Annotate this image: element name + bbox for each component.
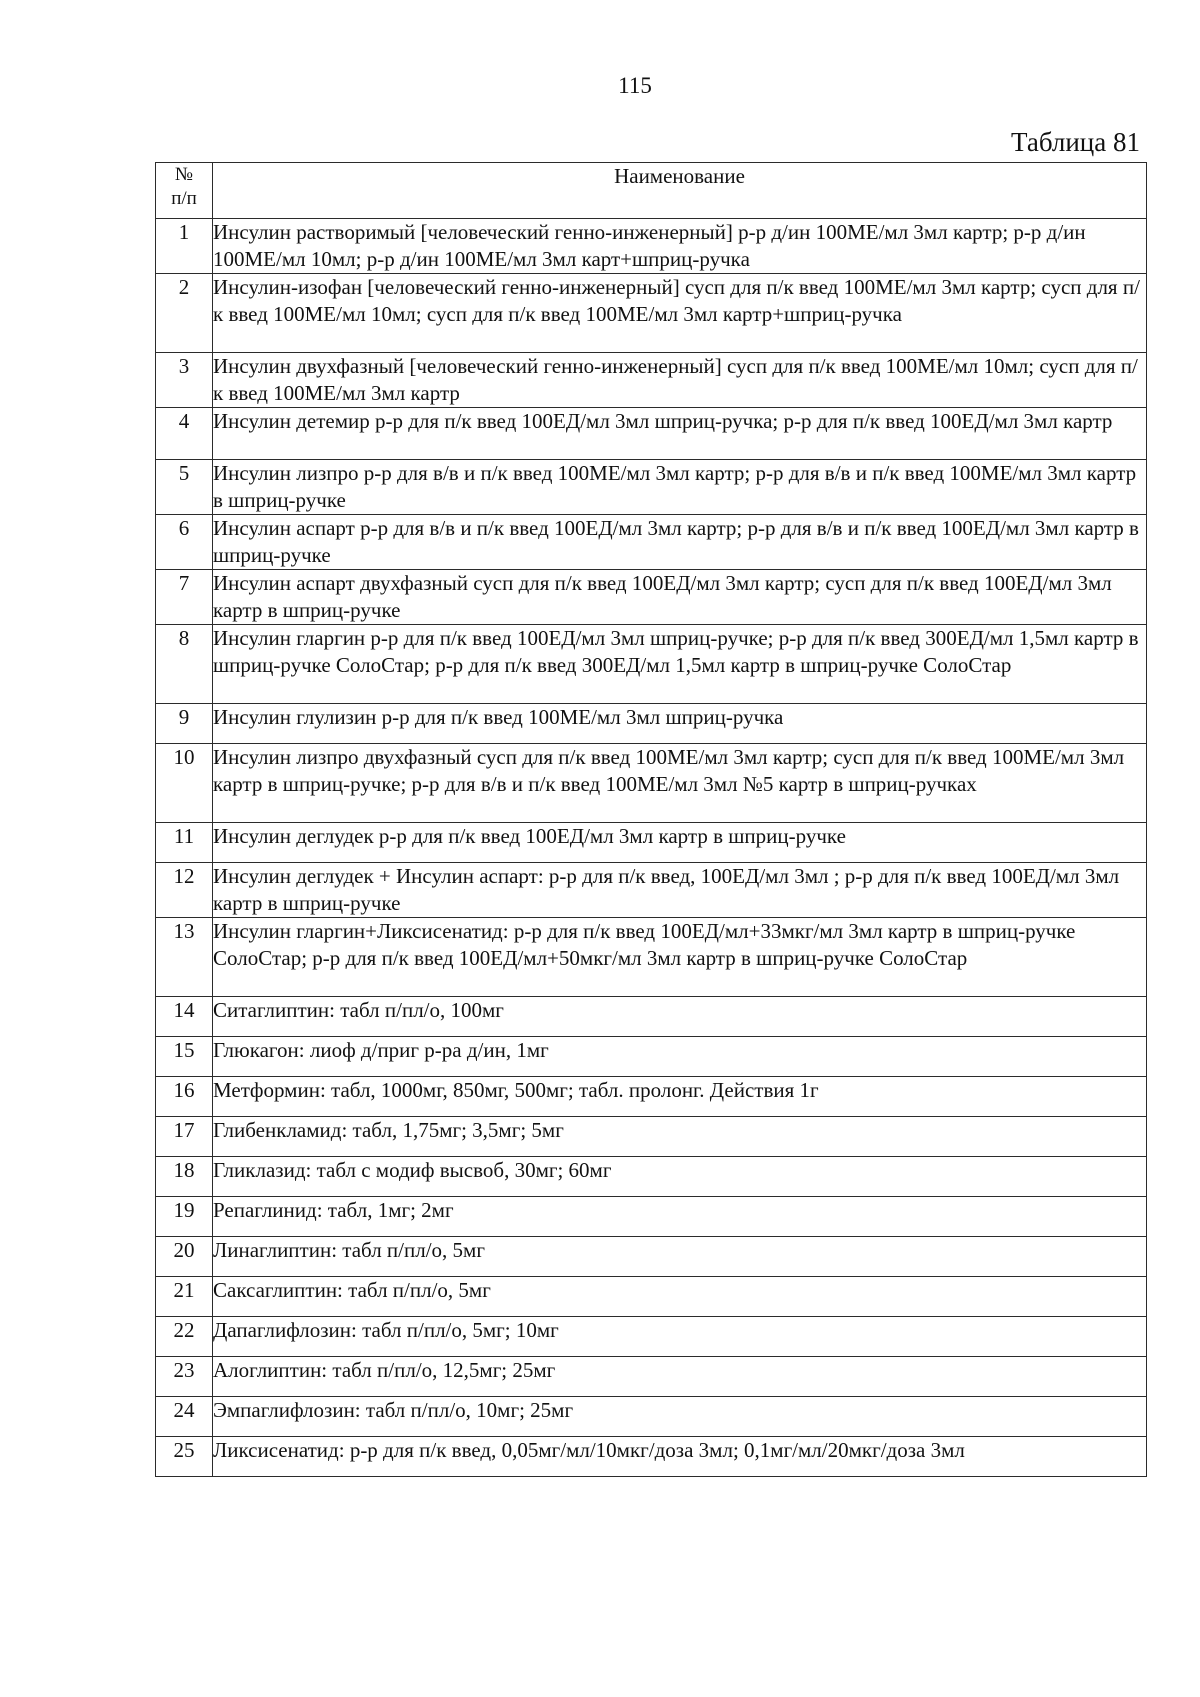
row-number: 8: [156, 625, 213, 704]
row-number: 16: [156, 1077, 213, 1117]
table-header-row: [156, 163, 1147, 219]
row-name: Инсулин гларгин+Ликсисенатид: р-р для п/к введ 100ЕД/мл+33мкг/мл 3мл картр в шприц-ручке СолоСтар; р-р для п/к введ 100ЕД/мл+50мкг/мл 3мл картр в шприц-ручке СолоСтар: [213, 918, 1147, 997]
row-number: 22: [156, 1317, 213, 1357]
drug-table: [155, 162, 1147, 1477]
header-number-abbrev: п/п: [171, 188, 197, 209]
row-number: 21: [156, 1277, 213, 1317]
table-row: [156, 1117, 1147, 1157]
row-name: Метформин: табл, 1000мг, 850мг, 500мг; табл. пролонг. Действия 1г: [213, 1077, 1147, 1117]
row-name: Дапаглифлозин: табл п/пл/о, 5мг; 10мг: [213, 1317, 1147, 1357]
row-name: Инсулин детемир р-р для п/к введ 100ЕД/мл 3мл шприц-ручка; р-р для п/к введ 100ЕД/мл 3мл картр: [213, 408, 1147, 460]
row-number: 14: [156, 997, 213, 1037]
row-name: Инсулин деглудек р-р для п/к введ 100ЕД/мл 3мл картр в шприц-ручке: [213, 823, 1147, 863]
row-number: 19: [156, 1197, 213, 1237]
row-name: Ситаглиптин: табл п/пл/о, 100мг: [213, 997, 1147, 1037]
row-number: 17: [156, 1117, 213, 1157]
row-number: 20: [156, 1237, 213, 1277]
row-number: 9: [156, 704, 213, 744]
row-name: Гликлазид: табл с модиф высвоб, 30мг; 60мг: [213, 1157, 1147, 1197]
table-row: [156, 823, 1147, 863]
table-row: [156, 1397, 1147, 1437]
row-number: 11: [156, 823, 213, 863]
table-row: [156, 219, 1147, 274]
row-name: Инсулин лизпро двухфазный сусп для п/к введ 100МЕ/мл 3мл картр; сусп для п/к введ 100МЕ/мл 3мл картр в шприц-ручке; р-р для в/в и п/к введ 100МЕ/мл 3мл №5 картр в шприц-ручках: [213, 744, 1147, 823]
row-name: Инсулин лизпро р-р для в/в и п/к введ 100МЕ/мл 3мл картр; р-р для в/в и п/к введ 100МЕ/мл 3мл картр в шприц-ручке: [213, 460, 1147, 515]
row-name: Эмпаглифлозин: табл п/пл/о, 10мг; 25мг: [213, 1397, 1147, 1437]
table-row: [156, 704, 1147, 744]
table-body: [156, 219, 1147, 1477]
table-row: [156, 744, 1147, 823]
row-number: 12: [156, 863, 213, 918]
row-name: Инсулин-изофан [человеческий генно-инженерный] сусп для п/к введ 100МЕ/мл 3мл картр; сусп для п/к введ 100МЕ/мл 10мл; сусп для п/к введ 100МЕ/мл 3мл картр+шприц-ручка: [213, 274, 1147, 353]
header-number: [156, 163, 213, 219]
table-row: [156, 1037, 1147, 1077]
table-row: [156, 1357, 1147, 1397]
page-number: 115: [618, 73, 652, 98]
row-name: Саксаглиптин: табл п/пл/о, 5мг: [213, 1277, 1147, 1317]
row-number: 25: [156, 1437, 213, 1477]
table-row: [156, 460, 1147, 515]
table-row: [156, 1277, 1147, 1317]
row-number: 1: [156, 219, 213, 274]
table-row: [156, 1077, 1147, 1117]
row-name: Инсулин двухфазный [человеческий генно-инженерный] сусп для п/к введ 100МЕ/мл 10мл; сусп для п/к введ 100МЕ/мл 3мл картр: [213, 353, 1147, 408]
header-number-sign: №: [174, 164, 194, 185]
row-name: Инсулин глулизин р-р для п/к введ 100МЕ/мл 3мл шприц-ручка: [213, 704, 1147, 744]
row-name: Инсулин аспарт двухфазный сусп для п/к введ 100ЕД/мл 3мл картр; сусп для п/к введ 100ЕД/мл 3мл картр в шприц-ручке: [213, 570, 1147, 625]
table-row: [156, 353, 1147, 408]
table-row: [156, 1157, 1147, 1197]
table-row: [156, 274, 1147, 353]
row-name: Инсулин гларгин р-р для п/к введ 100ЕД/мл 3мл шприц-ручке; р-р для п/к введ 300ЕД/мл 1,5мл картр в шприц-ручке СолоСтар; р-р для п/к введ 300ЕД/мл 1,5мл картр в шприц-ручке СолоСтар: [213, 625, 1147, 704]
row-number: 23: [156, 1357, 213, 1397]
row-number: 2: [156, 274, 213, 353]
row-number: 10: [156, 744, 213, 823]
row-number: 13: [156, 918, 213, 997]
table-row: [156, 515, 1147, 570]
row-name: Глибенкламид: табл, 1,75мг; 3,5мг; 5мг: [213, 1117, 1147, 1157]
row-number: 24: [156, 1397, 213, 1437]
row-name: Инсулин растворимый [человеческий генно-инженерный] р-р д/ин 100МЕ/мл 3мл картр; р-р д/ин 100МЕ/мл 10мл; р-р д/ин 100МЕ/мл 3мл карт+шприц-ручка: [213, 219, 1147, 274]
row-name: Ликсисенатид: р-р для п/к введ, 0,05мг/мл/10мкг/доза 3мл; 0,1мг/мл/20мкг/доза 3мл: [213, 1437, 1147, 1477]
table-row: [156, 1237, 1147, 1277]
row-name: Линаглиптин: табл п/пл/о, 5мг: [213, 1237, 1147, 1277]
row-name: Инсулин деглудек + Инсулин аспарт: р-р для п/к введ, 100ЕД/мл 3мл ; р-р для п/к введ 100ЕД/мл 3мл картр в шприц-ручке: [213, 863, 1147, 918]
table-row: [156, 1317, 1147, 1357]
row-number: 18: [156, 1157, 213, 1197]
table-row: [156, 863, 1147, 918]
table-row: [156, 1437, 1147, 1477]
table-row: [156, 408, 1147, 460]
row-number: 5: [156, 460, 213, 515]
row-number: 3: [156, 353, 213, 408]
row-number: 7: [156, 570, 213, 625]
table-caption: Таблица 81: [1011, 127, 1140, 157]
row-name: Инсулин аспарт р-р для в/в и п/к введ 100ЕД/мл 3мл картр; р-р для в/в и п/к введ 100ЕД/мл 3мл картр в шприц-ручке: [213, 515, 1147, 570]
table-row: [156, 625, 1147, 704]
row-name: Репаглинид: табл, 1мг; 2мг: [213, 1197, 1147, 1237]
row-number: 4: [156, 408, 213, 460]
row-name: Глюкагон: лиоф д/приг р-ра д/ин, 1мг: [213, 1037, 1147, 1077]
header-name: Наименование: [213, 163, 1147, 219]
table-row: [156, 570, 1147, 625]
table-row: [156, 918, 1147, 997]
row-number: 15: [156, 1037, 213, 1077]
row-number: 6: [156, 515, 213, 570]
table-row: [156, 1197, 1147, 1237]
table-row: [156, 997, 1147, 1037]
row-name: Алоглиптин: табл п/пл/о, 12,5мг; 25мг: [213, 1357, 1147, 1397]
